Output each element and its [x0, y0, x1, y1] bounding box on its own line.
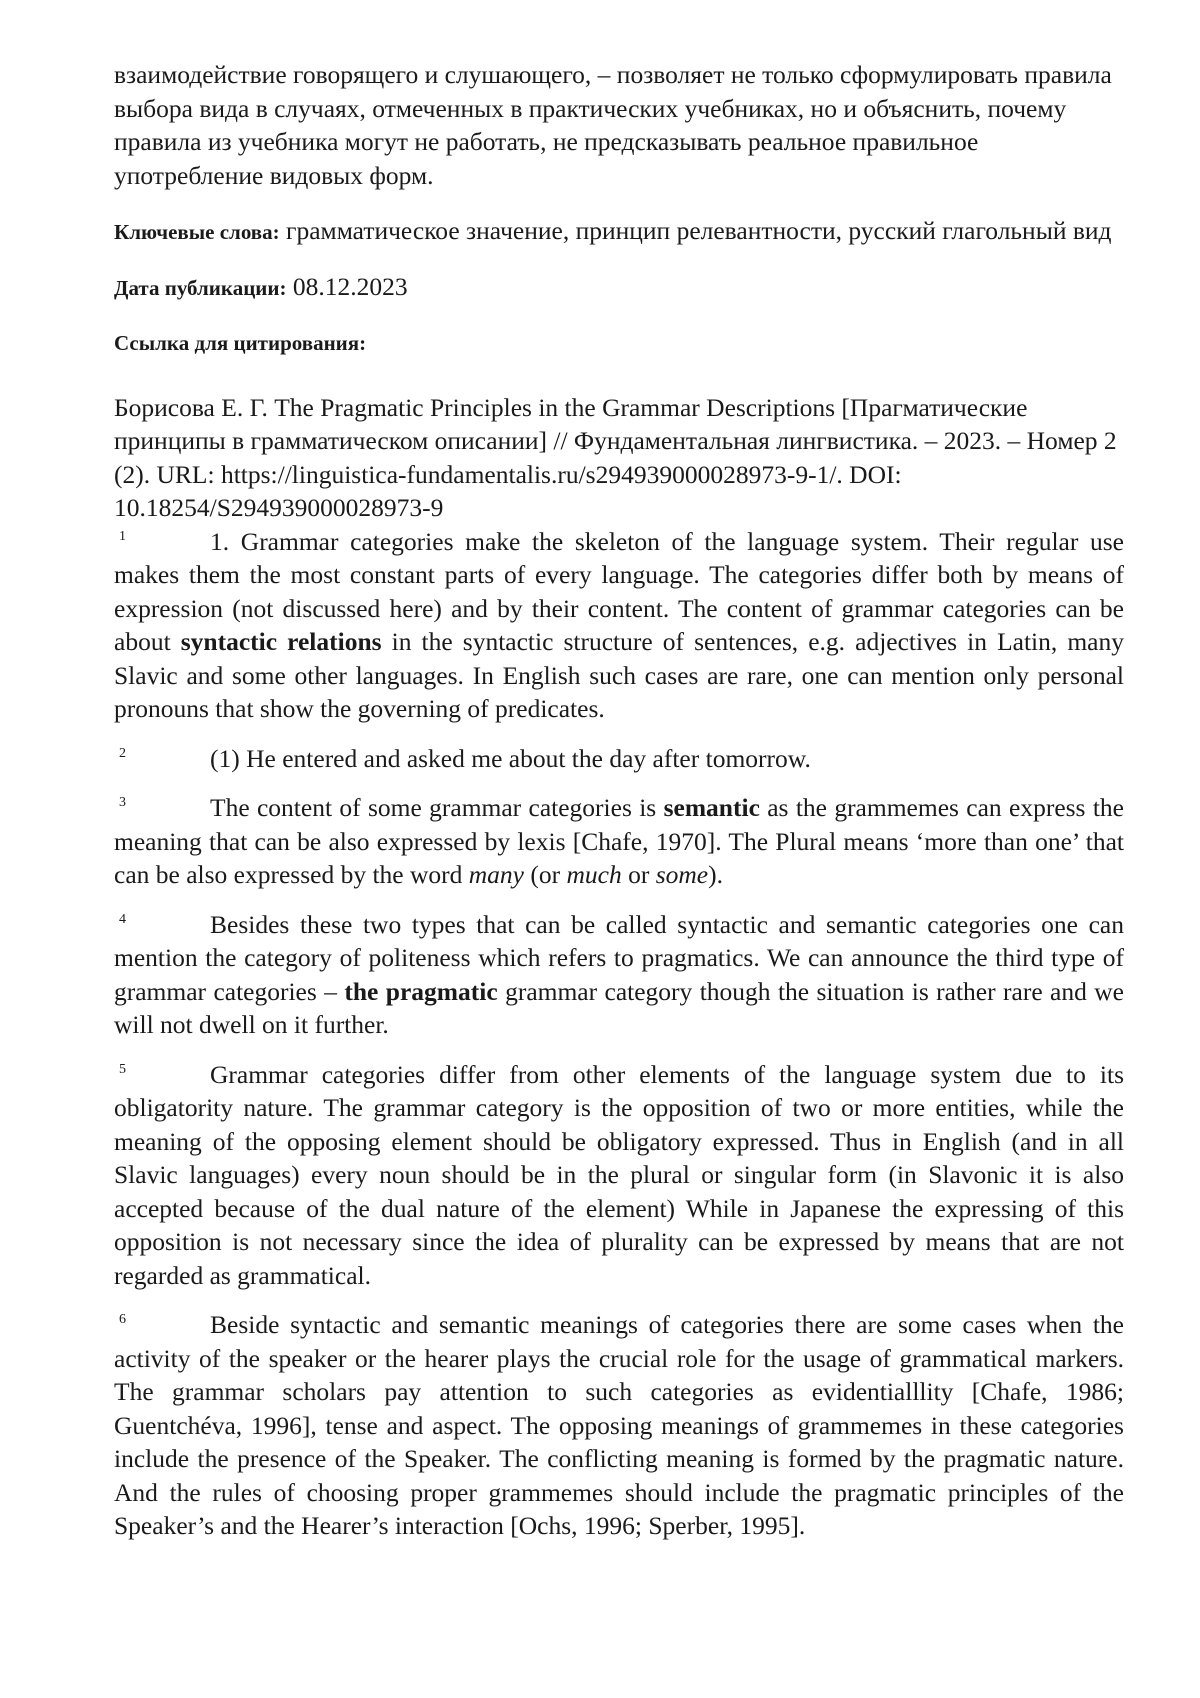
- paragraph-text: Beside syntactic and semantic meanings of categories there are some cases when the activity of the speaker or the hearer plays the crucial role for the usage of grammatical markers. The grammar scholars pay attention to such categories as evidentialllity [Chafe, 1986; Guentchéva, 1996], tense and aspect. The opposing meanings of grammemes in these categories include the presence of the Speaker. The conflicting meaning is formed by the pragmatic nature. And the rules of choosing proper grammemes should include the pragmatic principles of the Speaker’s and the Hearer’s interaction [Ochs, 1996; Sperber, 1995].: [114, 1310, 1124, 1540]
- paragraph-text: Besides these two types that can be called syntactic and semantic categories one can mention the category of politeness which refers to pragmatics. We can announce the third type of grammar categories – the pragmatic grammar category though the situation is rather rare and we will not dwell on it further.: [114, 909, 1124, 1039]
- paragraph-number: 1: [119, 528, 126, 544]
- paragraph-text: Grammar categories differ from other elements of the language system due to its obligatority nature. The grammar category is the opposition of two or more entities, while the meaning of the opposing element should be obligatory expressed. Thus in English (and in all Slavic languages) every noun should be in the plural or singular form (in Slavonic it is also accepted because of the dual nature of the element) While in Japanese the expressing of this opposition is not necessary since the idea of plurality can be expressed by means that are not regarded as grammatical.: [114, 1059, 1124, 1290]
- paragraph-3: [114, 791, 1124, 892]
- paragraph-number: 6: [119, 1312, 126, 1327]
- keywords-label: Ключевые слова:: [114, 220, 280, 244]
- italic-term: much: [566, 860, 622, 889]
- paragraph-text: The content of some grammar categories is semantic as the grammemes can express the meaning that can be also expressed by lexis [Chafe, 1970]. The Plural means ‘more than one’ that can be also expressed by the word many (or much or some).: [114, 793, 1124, 889]
- paragraph-number: 2: [119, 745, 126, 761]
- citation-label: Ссылка для цитирования:: [114, 331, 367, 355]
- italic-term: many: [468, 860, 524, 889]
- paragraph-5: [114, 1058, 1124, 1293]
- citation-label-line: [114, 325, 1124, 361]
- abstract-tail: взаимодействие говорящего и слушающего, – позволяет не только сформулировать правила выбора вида в случаях, отмеченных в практических учебниках, но и объяснить, почему правила из учебника могут не работать, не предсказывать реальное правильное употребление видовых форм.: [114, 60, 1112, 190]
- paragraph-1: [114, 525, 1124, 726]
- bold-term: the pragmatic: [344, 976, 498, 1006]
- keywords: [114, 214, 1124, 250]
- paragraph-number: 4: [119, 911, 126, 927]
- publication-date-label: Дата публикации:: [114, 275, 287, 300]
- bold-term: semantic: [663, 793, 760, 822]
- citation-text: Борисова Е. Г. The Pragmatic Principles in the Grammar Descriptions [Прагматические принципы в грамматическом описании] // Фундаментальная лингвистика. – 2023. – Номер 2 (2). URL: https://linguistica-fundamentalis.ru/s294939000028973-9-1/. DOI: 10.18254/S294939000028973-9: [114, 392, 1117, 522]
- paragraph-number: 3: [119, 795, 126, 810]
- example-1: [114, 742, 1124, 776]
- paragraph-number: 5: [119, 1061, 126, 1077]
- paragraph-text: 1. Grammar categories make the skeleton of the language system. Their regular use makes them the most constant parts of every language. The categories differ both by means of expression (not discussed here) and by their content. The content of grammar categories can be about syntactic relations in the syntactic structure of sentences, e.g. adjectives in Latin, many Slavic and some other languages. In English such cases are rare, one can mention only personal pronouns that show the governing of predicates.: [114, 526, 1124, 723]
- keywords-value: грамматическое значение, принцип релевантности, русский глагольный вид: [279, 216, 1112, 245]
- publication-date: [114, 270, 1124, 306]
- publication-date-value: 08.12.2023: [286, 271, 408, 301]
- paragraph-4: [114, 908, 1124, 1042]
- document-page: [114, 58, 1124, 1559]
- bold-term: syntactic relations: [180, 627, 382, 656]
- italic-term: some: [655, 860, 709, 889]
- paragraph-6: [114, 1308, 1124, 1543]
- example-text: (1) He entered and asked me about the day after tomorrow.: [210, 743, 811, 773]
